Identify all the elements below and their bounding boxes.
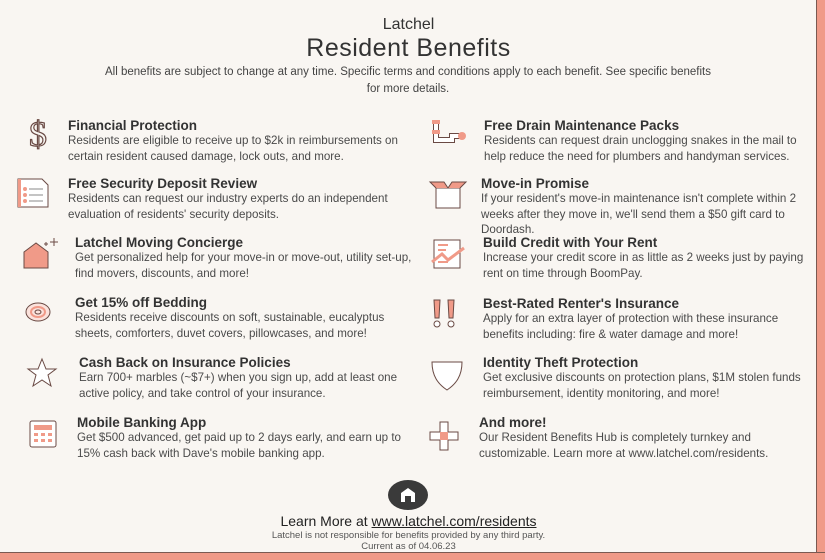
benefit-drain-packs [484,118,812,164]
exclamation-icon [428,296,468,330]
learn-more [0,513,817,529]
benefit-body: Get personalized help for your move-in or move-out, utility set-up, find movers, discounts, and more! [75,251,412,280]
benefit-body: Residents can request our industry experts do an independent evaluation of residents' security deposits. [68,192,388,221]
page-title: Resident Benefits [306,34,511,62]
benefit-financial-protection [68,118,413,164]
accent-border-bottom [0,552,825,560]
benefit-identity-theft [483,355,811,401]
benefit-title: Mobile Banking App [77,415,207,430]
star-icon [24,356,64,390]
dollar-icon [18,116,58,150]
benefit-body: Earn 700+ marbles (~$7+) when you sign up, add at least one active policy, and take control of your insurance. [79,371,398,400]
benefit-body: Get $500 advanced, get paid up to 2 days early, and earn up to 15% cash back with Dave's mobile banking app. [77,431,401,460]
house-icon [388,480,428,510]
benefit-body: Get exclusive discounts on protection plans, $1M stolen funds reimbursement, identity monitoring, and more! [483,371,801,400]
benefit-title: Best-Rated Renter's Insurance [483,296,680,311]
residents-link[interactable]: www.latchel.com/residents [371,513,537,529]
benefit-body: Increase your credit score in as little as 2 weeks just by paying rent on time through BoomPay. [483,251,804,280]
benefit-build-credit [483,235,811,281]
plus-icon [426,418,466,452]
shield-icon [428,358,468,392]
document-list-icon [14,176,54,210]
benefit-body: Residents can request drain unclogging snakes in the mail to help reduce the need for plumbers and handyman services. [484,134,797,163]
benefit-title: Free Security Deposit Review [68,176,258,191]
benefit-body: Residents receive discounts on soft, sustainable, eucalyptus sheets, comforters, duvet covers, pillowcases, and more! [75,311,385,340]
credit-chart-icon [430,236,470,270]
house-sparkle-icon [20,236,60,270]
bedding-icon [22,296,62,330]
accent-border-right [816,0,825,560]
benefit-and-more [479,415,807,461]
benefit-moving-concierge [75,235,420,281]
benefit-body: Apply for an extra layer of protection with these insurance benefits including: fire & water damage and more! [483,312,779,341]
benefit-title: Build Credit with Your Rent [483,235,658,250]
calculator-icon [26,417,66,451]
disclaimer-text: Latchel is not responsible for benefits provided by any third party. [271,530,546,541]
benefit-body: If your resident's move-in maintenance isn't complete within 2 weeks after they move in, we'll send them a $50 gift card to Doordash. [481,192,797,236]
benefit-security-deposit [68,176,413,222]
benefit-renters-insurance [483,296,811,342]
benefit-title: Get 15% off Bedding [75,295,208,310]
drain-pipe-icon [428,116,468,150]
svg-text:$: $ [29,116,47,150]
learn-more-label: Learn More at [280,513,372,529]
subtitle: All benefits are subject to change at any time. Specific terms and conditions apply to each benefit. See specific benefits for more details. [104,66,711,95]
benefit-body: Our Resident Benefits Hub is completely turnkey and customizable. Learn more at www.latchel.com/residents. [479,431,769,460]
current-date: Current as of 04.06.23 [361,541,456,552]
benefit-title: Cash Back on Insurance Policies [79,355,291,370]
benefit-title: Free Drain Maintenance Packs [484,118,680,133]
benefit-bedding [75,295,420,341]
disclaimer [0,530,817,552]
benefit-mobile-banking [77,415,422,461]
latchel-logo [388,480,428,510]
benefit-cash-back [79,355,424,401]
benefit-title: And more! [479,415,547,430]
benefit-title: Move-in Promise [481,176,590,191]
brand-name: Latchel [382,16,435,33]
benefit-title: Identity Theft Protection [483,355,639,370]
benefit-title: Financial Protection [68,118,198,133]
benefit-move-in-promise [481,176,809,238]
benefit-body: Residents are eligible to receive up to $2k in reimbursements on certain resident caused damage, lock outs, and more. [68,134,398,163]
benefit-title: Latchel Moving Concierge [75,235,244,250]
open-box-icon [428,176,468,210]
